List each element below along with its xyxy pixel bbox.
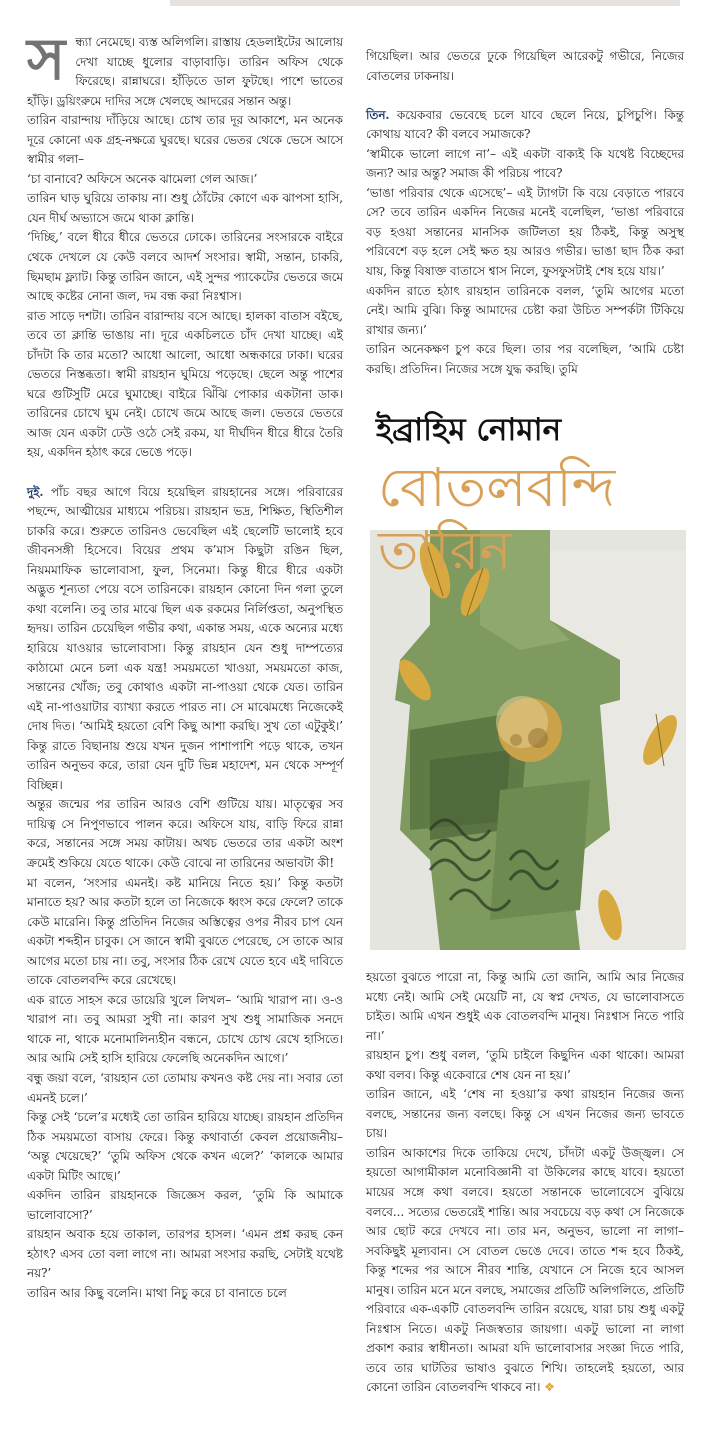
paragraph: তারিন জানে, এই ‘শেষ না হওয়া’র কথা রায়হান নিজের জন্য বলছে, সন্তানের জন্য বলছে। কিন্তু সে এখন নিজের জন্য ভাবতে চায়। <box>366 1087 684 1141</box>
story-title-line2: তারিন <box>378 519 512 582</box>
author-name: ইব্রাহিম নোমান <box>376 412 562 448</box>
bottle-illustration <box>370 530 686 950</box>
paragraph: বন্ধু জয়া বলে, ‘রায়হান তো তোমায় কখনও কষ্ট দেয় না। সবার তো এমনই চলে।’ <box>27 1070 343 1105</box>
paragraph: তারিন আর কিছু বলেনি। মাথা নিচু করে চা বানাতে চলে <box>27 1286 287 1300</box>
section-label: দুই. <box>27 484 44 499</box>
right-column-bottom <box>366 968 684 1398</box>
dialogue: ‘চা বানাবে? অফিসে অনেক ঝামেলা গেল আজ।’ <box>27 171 258 186</box>
paragraph: হয়তো বুঝতে পারো না, কিন্তু আমি তো জানি, আমি আর নিজের মধ্যে নেই। আমি সেই মেয়েটি না, যে স্বপ্ন দেখত, যে ভালোবাসতে চাইত। আমি এখন শুধুই এক বোতলবন্দি মানুষ। নিঃশ্বাস নিতে পারি না।’ <box>366 970 684 1043</box>
end-mark-icon: ❖ <box>544 1380 555 1395</box>
paragraph: ‘ভাঙা পরিবার থেকে এসেছে’– এই ট্যাগটা কি বয়ে বেড়াতে পারবে সে? তবে তারিন একদিন নিজের মনেই বলেছিল, ‘ভাঙা পরিবারে বড় হওয়া সন্তানের মানসিক জটিলতা হয় ঠিকই, কিন্তু অসুস্থ পরিবেশে বড় হলে সেই ক্ষত হয় আরও গভীর। ভাঙা ছাদ ঠিক করা যায়, কিন্তু বিষাক্ত বাতাসে শ্বাস নিলে, ফুসফুসটাই শেষ হয়ে যায়।’ <box>366 185 684 279</box>
paragraph: গিয়েছিল। আর ভেতরে ঢুকে গিয়েছিল আরেকটু গভীরে, নিজের বোতলের ঢাকনায়। <box>366 49 684 83</box>
paragraph: ‘দিচ্ছি,’ বলে ধীরে ধীরে ভেতরে ঢোকে। তারিনের সংসারকে বাইরে থেকে দেখলে যে কেউ বলবে আদর্শ সংসার। স্বামী, সন্তান, চাকরি, ছিমছাম ফ্ল্যাট। কিন্তু তারিন জানে, এই সুন্দর প্যাকেটের ভেতরে জমে আছে কষ্টের নোনা জল, দম বন্ধ করা নিঃশ্বাস। <box>27 230 343 304</box>
drop-cap: স <box>27 25 66 93</box>
section-label: তিন. <box>366 107 390 122</box>
left-column <box>27 25 343 1304</box>
paragraph: একদিন তারিন রায়হানকে জিজ্ঞেস করল, ‘তুমি কি আমাকে ভালোবাসো?’ <box>27 1188 343 1222</box>
paragraph: কিন্তু সেই ‘চলে’র মধ্যেই তো তারিন হারিয়ে যাচ্ছে। রায়হান প্রতিদিন ঠিক সময়মতো বাসায় ফেরে। কিন্তু কথাবার্তা কেবল প্রয়োজনীয়– ‘অন্তু খেয়েছে?’ ‘তুমি অফিস থেকে কখন এলে?’ ‘কালকে আমার একটা মিটিং আছে।’ <box>27 1110 343 1183</box>
header-decoration <box>170 0 680 6</box>
paragraph: তারিন বারান্দায় দাঁড়িয়ে আছে। চোখ তার দূর আকাশে, মন অনেক দূরে কোনো এক গ্রহ-নক্ষত্রে ঘুরছে। ঘরের ভেতর থেকে ভেসে আসে স্বামীর গলা– <box>27 113 343 167</box>
paragraph: ‘স্বামীকে ভালো লাগে না’– এই একটা বাক্যই কি যথেষ্ট বিচ্ছেদের জন্য? আর অন্তু? সমাজ কী পরিচয় পাবে? <box>366 146 684 181</box>
paragraph: এক রাতে সাহস করে ডায়েরি খুলে লিখল– ‘আমি খারাপ না। ও-ও খারাপ না। তবু আমরা সুখী না। কারণ সুখ শুধু সামাজিক সনদে থাকে না, থাকে মনোমালিন্যহীন বন্ধনে, চোখে চোখ রেখে হাসিতে। আর আমি সেই হাসি হারিয়ে ফেলেছি অনেকদিন আগে।’ <box>27 992 343 1066</box>
paragraph: একদিন রাতে হঠাৎ রায়হান তারিনকে বলল, ‘তুমি আগের মতো নেই। আমি বুঝি। কিন্তু আমাদের চেষ্টা করা উচিত সম্পর্কটা টিকিয়ে রাখার জন্য।’ <box>366 283 684 337</box>
paragraph: তারিন অনেকক্ষণ চুপ করে ছিল। তার পর বলেছিল, ‘আমি চেষ্টা করছি। প্রতিদিন। নিজের সঙ্গে যুদ্ধ করছি। তুমি <box>366 342 684 376</box>
paragraph: সন্ধ্যা নেমেছে। ব্যস্ত অলিগলি। রাস্তায় হেডলাইটের আলোয় দেখা যাচ্ছে ধুলোর বাড়াবাড়ি। তারিন অফিস থেকে ফিরেছে। রান্নাঘরে। হাঁড়িতে ডাল ফুটছে। পাশে ভাতের হাঁড়ি। ড্রয়িংরুমে দাদির সঙ্গে খেলছে আদরের সন্তান অন্তু। <box>27 25 343 108</box>
paragraph: রাত সাড়ে দশটা। তারিন বারান্দায় বসে আছে। হালকা বাতাস বইছে, তবে তা ক্লান্তি ভাঙায় না। দূরে একচিলতে চাঁদ দেখা যাচ্ছে। এই চাঁদটা কি তার মতো? আধো আলো, আধো অন্ধকারে ঢাকা। ঘরের ভেতরে নিস্তব্ধতা। স্বামী রায়হান ঘুমিয়ে পড়েছে। ছেলে অন্তু পাশের ঘরে গুটিসুটি মেরে ঘুমাচ্ছে। বাইরে ঝিঁঝি পোকার একটানা ডাক। তারিনের চোখে ঘুম নেই। চোখে জমে আছে জল। ভেতরে ভেতরে আজ যেন একটা ঢেউ ওঠে সেই রকম, যা দীর্ঘদিন ধীরে ধীরে তৈরি হয়, একদিন হঠাৎ করে ভেঙে পড়ে। <box>27 308 343 460</box>
story-title-line1: বোতলবন্দি <box>378 456 616 519</box>
section-two-paragraph: দুই. পাঁচ বছর আগে বিয়ে হয়েছিল রায়হানের সঙ্গে। পরিবারের পছন্দে, আত্মীয়ের মাধ্যমে পরিচয়। রায়হান ভদ্র, শিক্ষিত, স্থিতিশীল চাকরি করে। শুরুতে তারিনও ভেবেছিল এই ছেলেটি ভালোই হবে জীবনসঙ্গী হিসেবে। বিয়ের প্রথম ক’মাস কিছুটা রঙিন ছিল, নিয়মমাফিক ভালোবাসা, ফুল, সিনেমা। কিন্তু ধীরে ধীরে একটা অদ্ভুত শূন্যতা পেয়ে বসে তারিনকে। রায়হান কোনো দিন গলা তুলে কথা বলেনি। তবু তার মাঝে ছিল এক রকমের নির্লিপ্ততা, অনুপস্থিত হৃদয়। তারিন চেয়েছিল গভীর কথা, একান্ত সময়, একে অন্যের মধ্যে হারিয়ে যাওয়ার ভালোবাসা। কিন্তু রায়হান যেন শুধু দাম্পত্যের কাঠামো মেনে চলা এক যন্ত্র! সময়মতো খাওয়া, সময়মতো কাজ, সন্তানের খোঁজ; তবু কোথাও একটা না-পাওয়া থেকে যেত। তারিন এই না-পাওয়াটার ব্যাখ্যা করতে পারত না। সে মাঝেমধ্যে নিজেকেই দোষ দিত। ‘আমিই হয়তো বেশি কিছু আশা করছি। সুখ তো এটুকুই।’ কিন্তু রাতে বিছানায় শুয়ে যখন দুজন পাশাপাশি পড়ে থাকে, তখন তারিন অনুভব করে, তারা যেন দুটি ভিন্ন মহাদেশ, মন থেকে সম্পূর্ণ বিচ্ছিন্ন। <box>27 484 343 792</box>
paragraph: তারিন আকাশের দিকে তাকিয়ে দেখে, চাঁদটা একটু উজ্জ্বল। সে হয়তো আগামীকাল মনোবিজ্ঞানী বা উকিলের কাছে যাবে। হয়তো মায়ের সঙ্গে কথা বলবে। হয়তো সন্তানকে ভালোবেসে বুঝিয়ে বলবে... সত্যের ভেতরেই শান্তি। আর সবচেয়ে বড় কথা সে নিজেকে আর ছোট করে দেখবে না। তার মন, অনুভব, ভালো না লাগা– সবকিছুই মূল্যবান। সে বোতল ভেঙে দেবে। তাতে শব্দ হবে ঠিকই, কিন্তু শব্দের পর আসে নীরব শান্তি, যেখানে সে নিজে হবে আসল মানুষ। তারিন মনে মনে বলছে, সমাজের প্রতিটি অলিগলিতে, প্রতিটি পরিবারে এক-একটি বোতলবন্দি তারিন রয়েছে, যারা চায় শুধু একটু নিঃশ্বাস নিতে। একটু নিজস্বতার জায়গা। একটু ভালো না লাগা প্রকাশ করার স্বাধীনতা। আমরা যদি ভালোবাসার সংজ্ঞা দিতে পারি, তবে তার ঘাটতির ভাষাও বুঝতে শিখি। তাহলেই হয়তো, আর কোনো তারিন বোতলবন্দি থাকবে না। ❖ <box>366 1145 684 1395</box>
paragraph: অন্তুর জন্মের পর তারিন আরও বেশি গুটিয়ে যায়। মাতৃত্বের সব দায়িত্ব সে নিপুণভাবে পালন করে। অফিসে যায়, বাড়ি ফিরে রান্না করে, সন্তানের সঙ্গে সময় কাটায়। অথচ ভেতরে তার একটা অংশ ক্রমেই শুকিয়ে যেতে থাকে। কেউ বোঝে না তারিনের অভাবটা কী! <box>27 797 343 870</box>
paragraph: মা বলেন, ‘সংসার এমনই। কষ্ট মানিয়ে নিতে হয়।’ কিন্তু কতটা মানাতে হয়? আর কতটা হলে তা নিজেকে ধ্বংস করে ফেলে? তাকে কেউ মারেনি। কিন্তু প্রতিদিন নিজের অস্তিত্বের ওপর নীরব চাপ যেন একটা শব্দহীন চাবুক। সে জানে স্বামী বুঝতে পেরেছে, সে তাকে আর আগের মতো চায় না। তবু, সংসার ঠিক রেখে যেতে হবে এই দাবিতে তাকে বোতলবন্দি করে রেখেছে। <box>27 875 343 988</box>
right-column-top <box>366 47 684 379</box>
paragraph: রায়হান চুপ। শুধু বলল, ‘তুমি চাইলে কিছুদিন একা থাকো। আমরা কথা বলব। কিন্তু একেবারে শেষ যেন না হয়।’ <box>366 1048 684 1082</box>
paragraph: তারিন ঘাড় ঘুরিয়ে তাকায় না। শুধু ঠোঁটের কোণে এক ঝাপসা হাসি, যেন দীর্ঘ অভ্যাসে জমে থাকা ক্লান্তি। <box>27 191 343 225</box>
paragraph: রায়হান অবাক হয়ে তাকাল, তারপর হাসল। ‘এমন প্রশ্ন করছ কেন হঠাৎ? এসব তো বলা লাগে না। আমরা সংসার করছি, সেটাই যথেষ্ট নয়?’ <box>27 1227 343 1281</box>
section-three-paragraph: তিন. কয়েকবার ভেবেছে চলে যাবে ছেলে নিয়ে, চুপিচুপি। কিন্তু কোথায় যাবে? কী বলবে সমাজকে? <box>366 107 684 142</box>
